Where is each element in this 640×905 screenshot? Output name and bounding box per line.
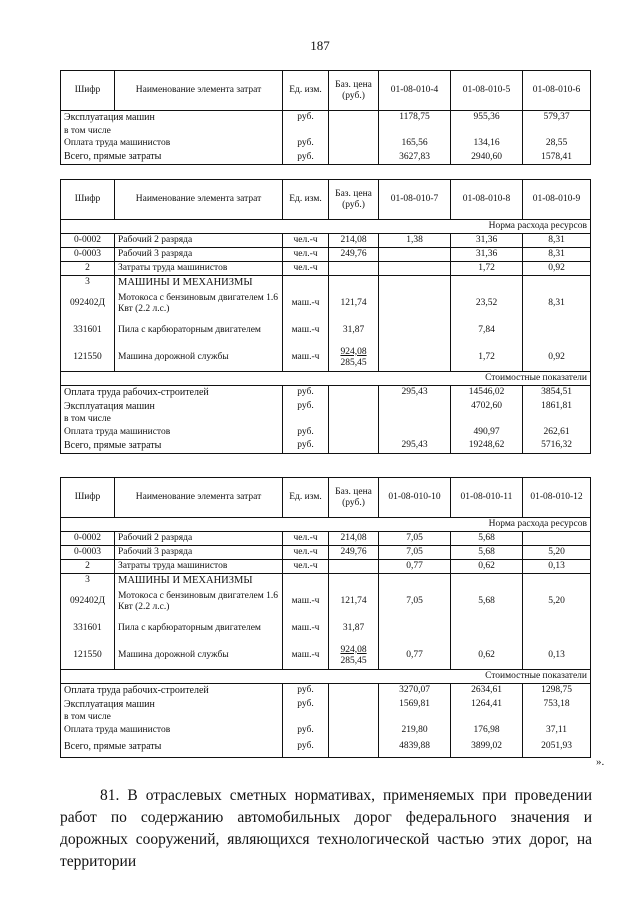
- header-col: 01-08-010-8: [451, 180, 523, 220]
- table-row: [61, 616, 591, 642]
- unit: чел.-ч: [283, 545, 329, 559]
- section-label: Стоимостные показатели: [61, 670, 591, 684]
- unit: руб.: [283, 386, 329, 400]
- value: 3270,07: [379, 684, 451, 698]
- value: 3899,02: [451, 737, 523, 757]
- table-header-row: [61, 478, 591, 518]
- code: 331601: [61, 318, 115, 344]
- value: [379, 290, 451, 318]
- code: 092402Д: [61, 290, 115, 318]
- unit: маш.-ч: [283, 588, 329, 616]
- value: 0,92: [523, 261, 591, 275]
- header-name: Наименование элемента затрат: [115, 71, 283, 111]
- value: 134,16: [451, 137, 523, 150]
- table-row: [61, 125, 591, 138]
- header-cipher: Шифр: [61, 180, 115, 220]
- value: 1178,75: [379, 111, 451, 125]
- value: [379, 344, 451, 372]
- value: [379, 426, 451, 439]
- resource-name: Рабочий 2 разряда: [115, 233, 283, 247]
- value: [523, 531, 591, 545]
- price: [329, 344, 379, 372]
- unit: руб.: [283, 684, 329, 698]
- resource-name: Рабочий 3 разряда: [115, 545, 283, 559]
- value: 28,55: [523, 137, 591, 150]
- unit: маш.-ч: [283, 344, 329, 372]
- table-row: [61, 400, 591, 414]
- price-primary: 924,08: [340, 644, 367, 655]
- price: 214,08: [329, 233, 379, 247]
- row-label: в том числе: [61, 413, 283, 426]
- price-secondary: 285,45: [340, 357, 367, 368]
- header-base-price: Баз. цена (руб.): [329, 71, 379, 111]
- table-row: [61, 413, 591, 426]
- resource-name: Рабочий 3 разряда: [115, 247, 283, 261]
- price: 121,74: [329, 588, 379, 616]
- row-label: Оплата труда рабочих-строителей: [61, 684, 283, 698]
- price: 214,08: [329, 531, 379, 545]
- value: [379, 616, 451, 642]
- value: 4839,88: [379, 737, 451, 757]
- header-base-price: Баз. цена (руб.): [329, 478, 379, 518]
- unit: чел.-ч: [283, 261, 329, 275]
- value: [523, 616, 591, 642]
- row-label: Всего, прямые затраты: [61, 150, 283, 164]
- resource-name: Затраты труда машинистов: [115, 559, 283, 573]
- header-unit: Ед. изм.: [283, 478, 329, 518]
- value: 5,20: [523, 545, 591, 559]
- value: [379, 247, 451, 261]
- unit: руб.: [283, 137, 329, 150]
- table-row: [61, 233, 591, 247]
- value: 0,77: [379, 559, 451, 573]
- header-name: Наименование элемента затрат: [115, 478, 283, 518]
- resource-name: МАШИНЫ И МЕХАНИЗМЫ: [115, 573, 283, 588]
- value: 295,43: [379, 439, 451, 453]
- value: 31,36: [451, 233, 523, 247]
- value: [451, 616, 523, 642]
- value: 14546,02: [451, 386, 523, 400]
- code: 3: [61, 573, 115, 588]
- header-cipher: Шифр: [61, 478, 115, 518]
- unit: руб.: [283, 150, 329, 164]
- section-row: [61, 372, 591, 386]
- unit: руб.: [283, 400, 329, 414]
- table-row: [61, 684, 591, 698]
- table-header-row: [61, 71, 591, 111]
- unit: руб.: [283, 111, 329, 125]
- unit: маш.-ч: [283, 290, 329, 318]
- table-row: [61, 261, 591, 275]
- value: 2940,60: [451, 150, 523, 164]
- header-col: 01-08-010-6: [523, 71, 591, 111]
- code: 3: [61, 275, 115, 290]
- code: 0-0003: [61, 545, 115, 559]
- unit: маш.-ч: [283, 642, 329, 670]
- value: 8,31: [523, 247, 591, 261]
- value: 37,11: [523, 724, 591, 737]
- value: 7,05: [379, 531, 451, 545]
- body-paragraph: [60, 785, 592, 873]
- table-row: [61, 111, 591, 125]
- price: 121,74: [329, 290, 379, 318]
- row-label: Эксплуатация машин: [61, 111, 283, 125]
- unit: руб.: [283, 426, 329, 439]
- unit: чел.-ч: [283, 559, 329, 573]
- table-row: [61, 559, 591, 573]
- value: 1,38: [379, 233, 451, 247]
- unit: руб.: [283, 737, 329, 757]
- cost-table-3: [60, 477, 591, 758]
- page-number: 187: [310, 38, 330, 53]
- value: 8,31: [523, 233, 591, 247]
- value: 490,97: [451, 426, 523, 439]
- row-label: в том числе: [61, 125, 283, 138]
- price: 31,87: [329, 318, 379, 344]
- section-label: Стоимостные показатели: [61, 372, 591, 386]
- unit: чел.-ч: [283, 247, 329, 261]
- table-row: [61, 545, 591, 559]
- price: [329, 642, 379, 670]
- value: [379, 261, 451, 275]
- row-label: Эксплуатация машин: [61, 698, 283, 712]
- header-name: Наименование элемента затрат: [115, 180, 283, 220]
- unit: маш.-ч: [283, 318, 329, 344]
- value: 2634,61: [451, 684, 523, 698]
- table-row: [61, 426, 591, 439]
- code: 0-0003: [61, 247, 115, 261]
- value: 7,05: [379, 588, 451, 616]
- table-row: [61, 711, 591, 724]
- resource-name: Рабочий 2 разряда: [115, 531, 283, 545]
- value: 0,13: [523, 559, 591, 573]
- unit: руб.: [283, 724, 329, 737]
- table-row: [61, 642, 591, 670]
- table-row: [61, 573, 591, 588]
- header-col: 01-08-010-10: [379, 478, 451, 518]
- value: 5,68: [451, 531, 523, 545]
- value: [379, 400, 451, 414]
- resource-name: Машина дорожной службы: [115, 344, 283, 372]
- code: 121550: [61, 642, 115, 670]
- table-row: [61, 318, 591, 344]
- price: 31,87: [329, 616, 379, 642]
- table-row: [61, 247, 591, 261]
- header-col: 01-08-010-11: [451, 478, 523, 518]
- value: 0,77: [379, 642, 451, 670]
- value: 1,72: [451, 344, 523, 372]
- value: 5,20: [523, 588, 591, 616]
- unit: руб.: [283, 698, 329, 712]
- header-col: 01-08-010-12: [523, 478, 591, 518]
- header-col: 01-08-010-4: [379, 71, 451, 111]
- cost-table-1: [60, 70, 591, 165]
- cost-table-2: [60, 179, 591, 454]
- value: 1578,41: [523, 150, 591, 164]
- section-row: [61, 670, 591, 684]
- value: 4702,60: [451, 400, 523, 414]
- value: 955,36: [451, 111, 523, 125]
- value: 176,98: [451, 724, 523, 737]
- row-label: Всего, прямые затраты: [61, 439, 283, 453]
- table-row: [61, 137, 591, 150]
- value: 219,80: [379, 724, 451, 737]
- header-unit: Ед. изм.: [283, 71, 329, 111]
- value: 1861,81: [523, 400, 591, 414]
- closing-quote: ».: [596, 756, 605, 768]
- price: 249,76: [329, 545, 379, 559]
- value: 1298,75: [523, 684, 591, 698]
- value: 295,43: [379, 386, 451, 400]
- value: 5,68: [451, 545, 523, 559]
- section-row: [61, 518, 591, 532]
- header-col: 01-08-010-9: [523, 180, 591, 220]
- resource-name: Машина дорожной службы: [115, 642, 283, 670]
- row-label: Всего, прямые затраты: [61, 737, 283, 757]
- unit: чел.-ч: [283, 233, 329, 247]
- section-row: [61, 220, 591, 234]
- value: [523, 318, 591, 344]
- value: 753,18: [523, 698, 591, 712]
- value: 3854,51: [523, 386, 591, 400]
- unit: маш.-ч: [283, 616, 329, 642]
- value: 7,05: [379, 545, 451, 559]
- row-label: Эксплуатация машин: [61, 400, 283, 414]
- value: 165,56: [379, 137, 451, 150]
- header-unit: Ед. изм.: [283, 180, 329, 220]
- table-row: [61, 724, 591, 737]
- value: 31,36: [451, 247, 523, 261]
- unit: чел.-ч: [283, 531, 329, 545]
- resource-name: Мотокоса с бензиновым двигателем 1.6 Квт (2.2 л.с.): [115, 290, 283, 318]
- table-row: [61, 290, 591, 318]
- price-secondary: 285,45: [340, 655, 367, 666]
- resource-name: Мотокоса с бензиновым двигателем 1.6 Квт (2.2 л.с.): [115, 588, 283, 616]
- section-label: Норма расхода ресурсов: [61, 518, 591, 532]
- code: 0-0002: [61, 233, 115, 247]
- row-label: Оплата труда машинистов: [61, 724, 283, 737]
- header-cipher: Шифр: [61, 71, 115, 111]
- value: 23,52: [451, 290, 523, 318]
- table-row: [61, 344, 591, 372]
- value: 262,61: [523, 426, 591, 439]
- table-row: [61, 150, 591, 164]
- table-row: [61, 275, 591, 290]
- code: 121550: [61, 344, 115, 372]
- value: [379, 318, 451, 344]
- row-label: Оплата труда машинистов: [61, 137, 283, 150]
- value: 5,68: [451, 588, 523, 616]
- value: 0,62: [451, 642, 523, 670]
- row-label: в том числе: [61, 711, 283, 724]
- value: 19248,62: [451, 439, 523, 453]
- value: 7,84: [451, 318, 523, 344]
- code: 2: [61, 261, 115, 275]
- value: 1569,81: [379, 698, 451, 712]
- header-col: 01-08-010-5: [451, 71, 523, 111]
- unit: руб.: [283, 439, 329, 453]
- value: 0,92: [523, 344, 591, 372]
- table-row: [61, 386, 591, 400]
- table-row: [61, 737, 591, 757]
- header-base-price: Баз. цена (руб.): [329, 180, 379, 220]
- table-row: [61, 531, 591, 545]
- table-header-row: [61, 180, 591, 220]
- row-label: Оплата труда рабочих-строителей: [61, 386, 283, 400]
- resource-name: Пила с карбюраторным двигателем: [115, 318, 283, 344]
- table-row: [61, 439, 591, 453]
- value: 1,72: [451, 261, 523, 275]
- resource-name: Затраты труда машинистов: [115, 261, 283, 275]
- value: 3627,83: [379, 150, 451, 164]
- code: 331601: [61, 616, 115, 642]
- resource-name: МАШИНЫ И МЕХАНИЗМЫ: [115, 275, 283, 290]
- value: 5716,32: [523, 439, 591, 453]
- code: 0-0002: [61, 531, 115, 545]
- paragraph-text: 81. В отраслевых сметных нормативах, применяемых при проведении работ по содержанию автомобильных дорог федерального значения и дорожных сооружений, являющихся технологической частью этих дорог, на территории: [60, 787, 592, 870]
- value: 2051,93: [523, 737, 591, 757]
- section-label: Норма расхода ресурсов: [61, 220, 591, 234]
- table-row: [61, 588, 591, 616]
- value: 579,37: [523, 111, 591, 125]
- table-row: [61, 698, 591, 712]
- header-col: 01-08-010-7: [379, 180, 451, 220]
- value: 0,13: [523, 642, 591, 670]
- resource-name: Пила с карбюраторным двигателем: [115, 616, 283, 642]
- price: 249,76: [329, 247, 379, 261]
- value: 0,62: [451, 559, 523, 573]
- row-label: Оплата труда машинистов: [61, 426, 283, 439]
- code: 2: [61, 559, 115, 573]
- value: 8,31: [523, 290, 591, 318]
- value: 1264,41: [451, 698, 523, 712]
- code: 092402Д: [61, 588, 115, 616]
- price-primary: 924,08: [340, 346, 367, 357]
